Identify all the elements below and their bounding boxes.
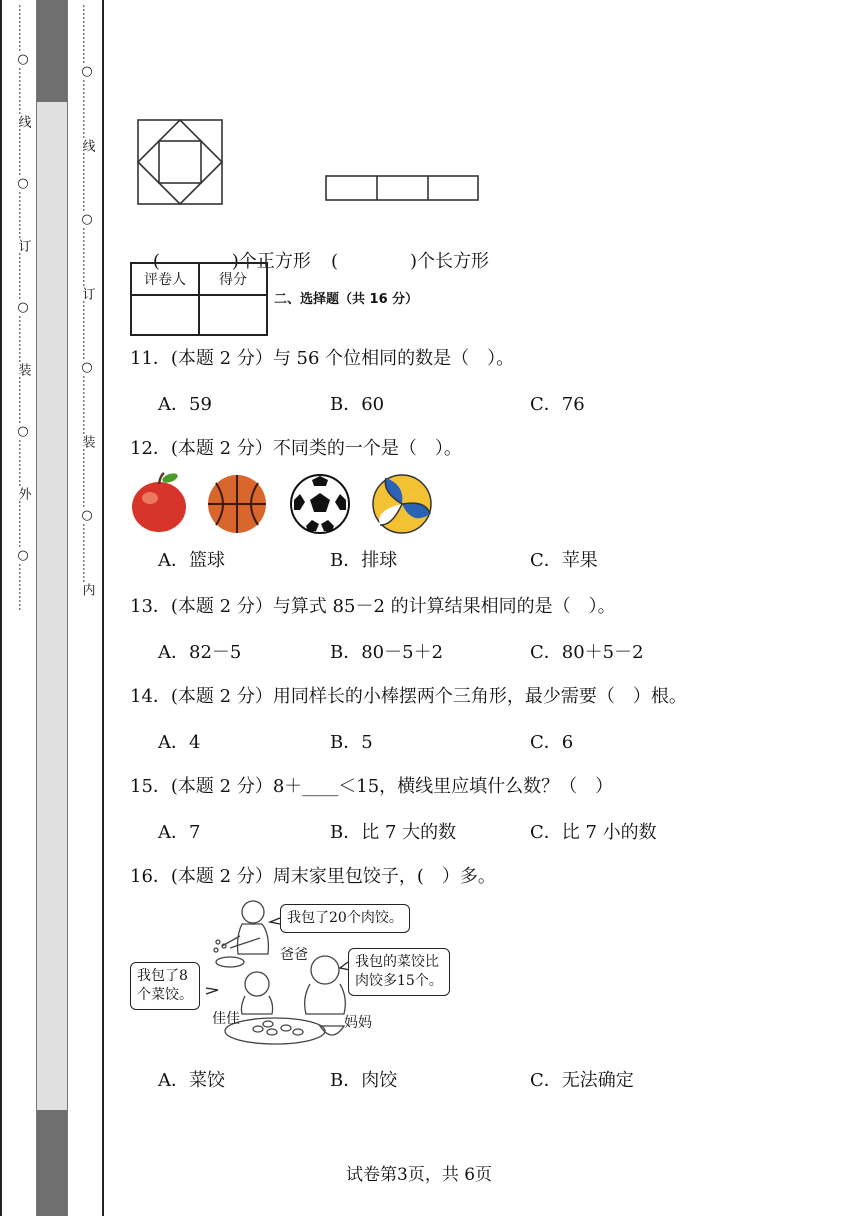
- inner-dotted-column: …………… ○ …………… 线 …………… ○ …………… 订 …………… ○ …………… 装 …………… ○ …………… 内: [79, 4, 95, 596]
- squares-blank[interactable]: ( )个正方形: [152, 251, 311, 272]
- option-b[interactable]: B．5: [330, 732, 373, 753]
- question-11: 11．(本题 2 分）与 56 个位相同的数是（ ）。: [130, 348, 515, 369]
- option-c[interactable]: C．76: [530, 394, 585, 415]
- option-c[interactable]: C．比 7 小的数: [530, 822, 657, 843]
- jiajia-label: 佳佳: [212, 1011, 240, 1027]
- exam-content: [130, 0, 840, 1216]
- option-c[interactable]: C．6: [530, 732, 574, 753]
- option-a[interactable]: A．59: [158, 394, 212, 415]
- outer-mark: ○: [15, 424, 31, 439]
- score-cell[interactable]: [199, 295, 267, 335]
- outer-border-line: [0, 0, 8, 1216]
- option-c[interactable]: C．80＋5－2: [530, 642, 644, 663]
- jiajia-speech-bubble: [130, 962, 200, 1010]
- option-c[interactable]: C．无法确定: [530, 1070, 634, 1091]
- option-b[interactable]: B．80－5＋2: [330, 642, 444, 663]
- inner-border-line: [102, 0, 104, 1216]
- mom-bubble-line: 肉饺多15个。: [355, 972, 443, 989]
- option-b[interactable]: B．60: [330, 394, 385, 415]
- inner-mark: 线: [79, 139, 95, 152]
- option-a[interactable]: A．7: [158, 822, 201, 843]
- outer-dotted-column: ………… ○ ………… 线 ………… ○ ………… 订 ………… ○ ………… 装 ………… ○ ………… 外 ………… ○ …………: [15, 4, 31, 611]
- dumpling-scene: [130, 898, 470, 1050]
- option-a[interactable]: A．菜饺: [158, 1070, 225, 1091]
- mom-bubble-line: 我包的菜饺比: [355, 954, 439, 970]
- rectangles-blank[interactable]: ( )个长方形: [330, 251, 489, 272]
- inner-mark: 装: [79, 435, 95, 448]
- page-footer: 试卷第3页，共 6页: [346, 1165, 493, 1185]
- outer-mark: 装: [15, 363, 31, 376]
- binding-strip-bottom: [37, 1110, 67, 1216]
- question-13-options: [158, 638, 838, 664]
- outer-mark: ○: [15, 548, 31, 563]
- inner-mark: ○: [79, 212, 95, 227]
- option-a[interactable]: A．4: [158, 732, 201, 753]
- question-15: 15．(本题 2 分）8＋____＜15，横线里应填什么数？（ ）: [130, 776, 614, 797]
- nested-squares-figure: [138, 120, 222, 204]
- outer-mark: ○: [15, 176, 31, 191]
- question-12-pictures: [130, 470, 450, 536]
- option-a[interactable]: A．82－5: [158, 642, 242, 663]
- option-b[interactable]: B．比 7 大的数: [330, 822, 457, 843]
- volleyball-icon: [373, 475, 431, 533]
- inner-mark: 内: [79, 583, 95, 596]
- question-15-options: [158, 818, 838, 844]
- question-11-options: [158, 390, 838, 416]
- option-a[interactable]: A．篮球: [158, 550, 225, 571]
- section-title: 二、选择题（共 16 分）: [274, 292, 419, 307]
- outer-mark: ○: [15, 52, 31, 67]
- binding-strip-top: [37, 0, 67, 102]
- inner-mark: ○: [79, 64, 95, 79]
- outer-mark: 外: [15, 487, 31, 500]
- question-16: 16．(本题 2 分）周末家里包饺子，( ）多。: [130, 866, 496, 887]
- three-rectangles-figure: [326, 176, 478, 200]
- counting-figures: [136, 118, 496, 208]
- mom-label: 妈妈: [344, 1015, 372, 1031]
- option-b[interactable]: B．肉饺: [330, 1070, 398, 1091]
- question-13: 13．(本题 2 分）与算式 85－2 的计算结果相同的是（ ）。: [130, 596, 616, 617]
- outer-mark: ○: [15, 300, 31, 315]
- inner-mark: ○: [79, 360, 95, 375]
- grader-cell[interactable]: [131, 295, 199, 335]
- dad-speech-bubble: 我包了20个肉饺。: [280, 904, 410, 933]
- basketball-icon: [208, 475, 266, 533]
- question-16-options: [158, 1066, 838, 1092]
- question-14: 14．(本题 2 分）用同样长的小棒摆两个三角形，最少需要（ ）根。: [130, 686, 687, 707]
- dad-label: 爸爸: [280, 947, 308, 963]
- outer-mark: 线: [15, 115, 31, 128]
- binding-strip: [36, 0, 68, 1216]
- option-c[interactable]: C．苹果: [530, 550, 598, 571]
- apple-icon: [132, 472, 186, 532]
- score-table: [130, 262, 268, 336]
- score-header: 得分: [199, 263, 267, 295]
- option-b[interactable]: B．排球: [330, 550, 398, 571]
- inner-mark: ○: [79, 508, 95, 523]
- inner-mark: 订: [79, 287, 95, 300]
- mom-speech-bubble: [348, 948, 450, 996]
- grader-header: 评卷人: [131, 263, 199, 295]
- outer-mark: 订: [15, 239, 31, 252]
- question-14-options: [158, 728, 838, 754]
- question-12: 12．(本题 2 分）不同类的一个是（ ）。: [130, 438, 462, 459]
- jiajia-bubble-line: 我包了8: [137, 968, 188, 984]
- question-12-options: [158, 546, 838, 572]
- binding-margin: [0, 0, 104, 1216]
- soccer-ball-icon: [291, 475, 349, 533]
- jiajia-bubble-line: 个菜饺。: [137, 986, 193, 1003]
